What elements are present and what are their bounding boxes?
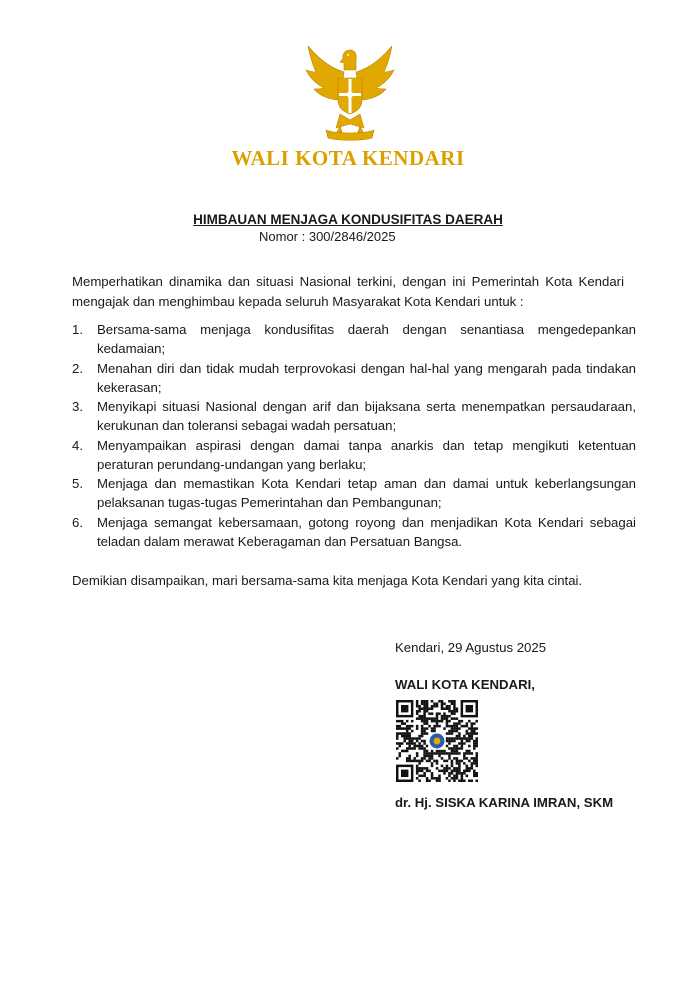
intro-paragraph: Memperhatikan dinamika dan situasi Nasional terkini, dengan ini Pemerintah Kota Kendari mengajak dan menghimbau kepada seluruh Masyarakat Kota Kendari untuk : xyxy=(72,274,624,309)
list-item-text: Menahan diri dan tidak mudah terprovokasi dengan hal-hal yang mengarah pada tindakan kekerasan; xyxy=(97,360,636,395)
qr-code-icon xyxy=(396,700,478,782)
appeal-list xyxy=(72,320,636,551)
document-number: Nomor : 300/2846/2025 xyxy=(259,229,396,244)
list-item-text: Menyikapi situasi Nasional dengan arif dan bijaksana serta menempatkan persaudaraan, kerukunan dan toleransi sebagai wadah persatuan; xyxy=(97,399,636,433)
list-item-number: 4. xyxy=(72,437,83,453)
garuda-emblem-icon xyxy=(300,42,400,142)
signatory-title: WALI KOTA KENDARI, xyxy=(395,677,535,692)
list-item-number: 1. xyxy=(72,322,83,337)
closing-paragraph: Demikian disampaikan, mari bersama-sama kita menjaga Kota Kendari yang kita cintai. xyxy=(72,573,583,588)
list-item xyxy=(72,359,636,397)
document-title: HIMBAUAN MENJAGA KONDUSIFITAS DAERAH xyxy=(193,212,503,227)
list-item-text: Bersama-sama menjaga kondusifitas daerah dengan senantiasa mengedepankan kedamaian; xyxy=(97,322,636,356)
list-item-text: Menjaga semangat kebersamaan, gotong royong dan menjadikan Kota Kendari sebagai teladan dalam merawat Keberagaman dan Persatuan Bangsa. xyxy=(97,514,636,549)
list-item-number: 5. xyxy=(72,476,83,491)
place-date: Kendari, 29 Agustus 2025 xyxy=(395,640,547,655)
list-item xyxy=(72,320,636,358)
list-item-number: 3. xyxy=(72,399,83,414)
list-item-number: 2. xyxy=(72,360,83,376)
list-item-text: Menyampaikan aspirasi dengan damai tanpa anarkis dan tetap mengikuti ketentuan peraturan perundang-undangan yang berlaku; xyxy=(97,437,636,472)
list-item-number: 6. xyxy=(72,514,83,530)
list-item xyxy=(72,436,636,474)
signatory-name: dr. Hj. SISKA KARINA IMRAN, SKM xyxy=(395,795,614,810)
letterhead-title: WALI KOTA KENDARI xyxy=(231,146,465,170)
list-item-text: Menjaga dan memastikan Kota Kendari tetap aman dan damai untuk keberlangsungan pelaksanan tugas-tugas Pemerintahan dan Pembangunan; xyxy=(97,476,636,510)
list-item xyxy=(72,474,636,512)
list-item xyxy=(72,397,636,435)
list-item xyxy=(72,513,636,551)
